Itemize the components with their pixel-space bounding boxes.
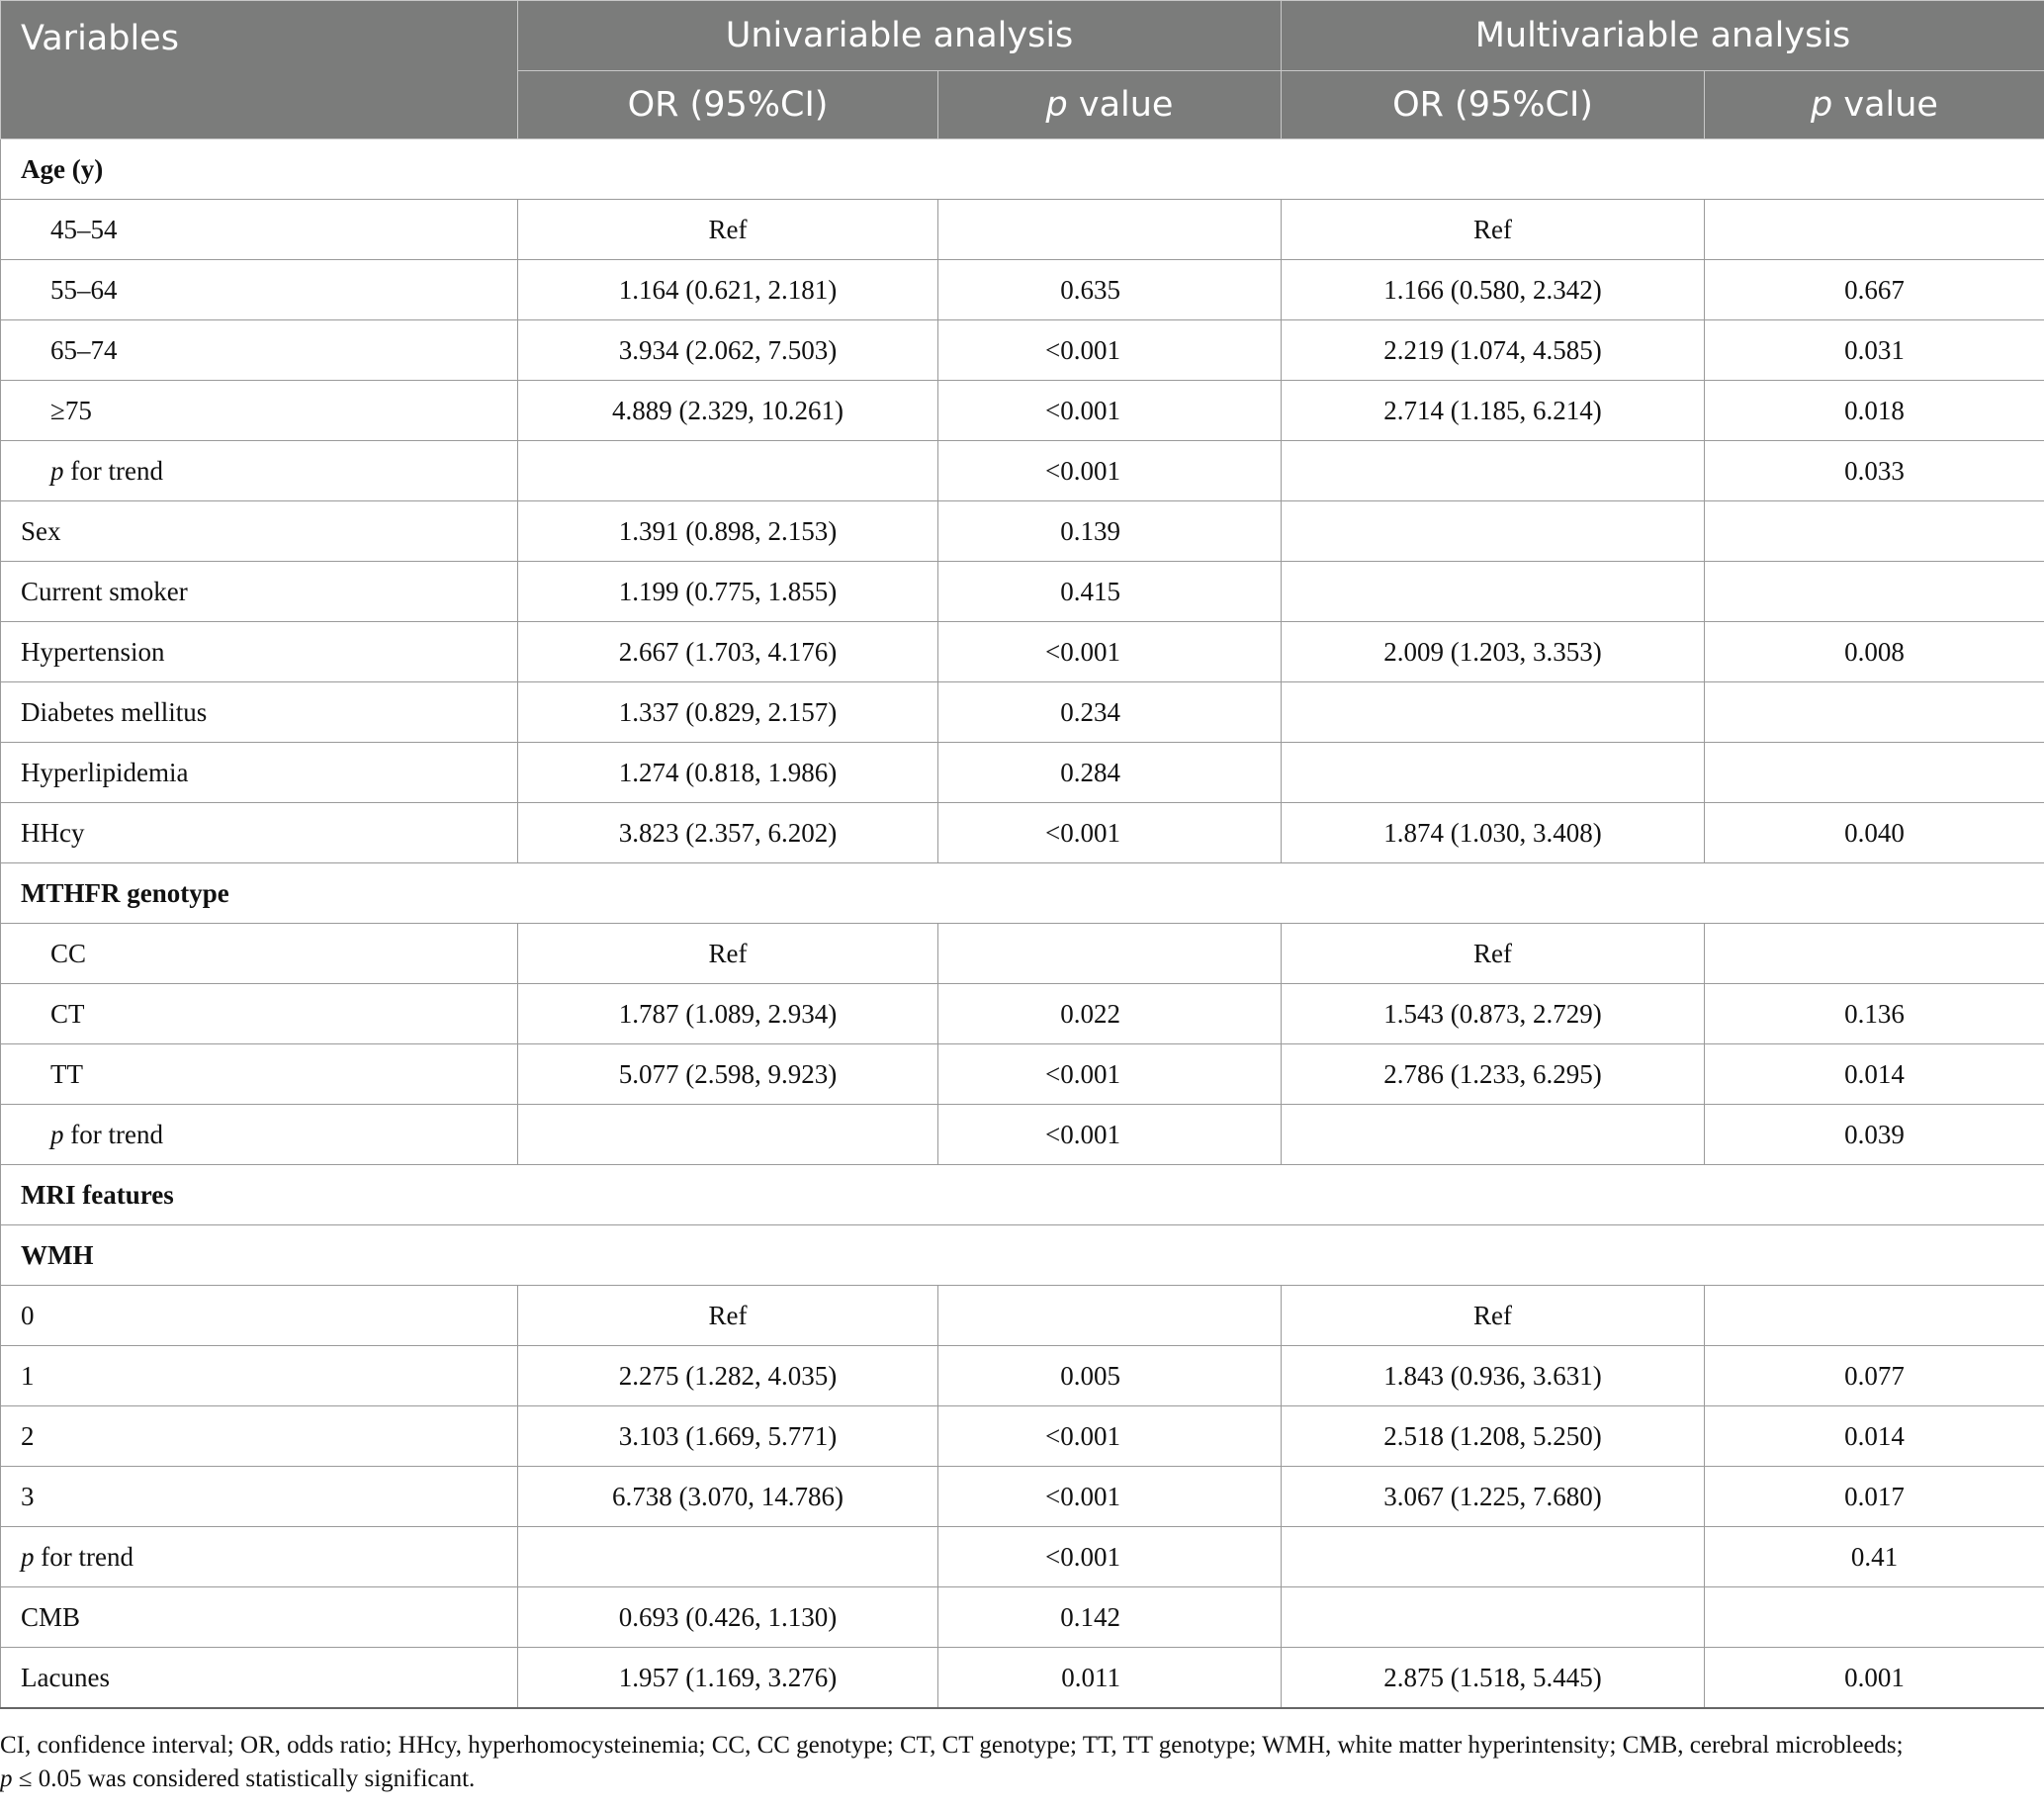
univariable-or-cell: 2.275 (1.282, 4.035) [518,1346,938,1406]
multivariable-or-cell: 2.219 (1.074, 4.585) [1282,320,1705,381]
row-variable-label: CC [1,924,518,984]
p-italic: p [50,455,64,486]
p-value-suffix: value [1832,85,1938,125]
univariable-pvalue-cell: 0.284 [938,743,1282,803]
univariable-or-cell: 3.934 (2.062, 7.503) [518,320,938,381]
p-italic: p [21,1541,35,1572]
multivariable-or-cell: 1.543 (0.873, 2.729) [1282,984,1705,1044]
univariable-or-cell: 1.391 (0.898, 2.153) [518,501,938,562]
multivariable-pvalue-cell: 0.001 [1705,1648,2044,1709]
multivariable-pvalue-cell [1705,924,2044,984]
multivariable-or-cell: 2.518 (1.208, 5.250) [1282,1406,1705,1467]
multivariable-pvalue-cell: 0.033 [1705,441,2044,501]
header-variables: Variables [1,1,518,139]
footnote-p-italic: p [0,1765,13,1792]
multivariable-pvalue-cell: 0.040 [1705,803,2044,863]
univariable-or-cell: 2.667 (1.703, 4.176) [518,622,938,682]
multivariable-pvalue-cell [1705,743,2044,803]
multivariable-or-cell: 3.067 (1.225, 7.680) [1282,1467,1705,1527]
table-row [1,1044,2044,1105]
univariable-or-cell: 1.199 (0.775, 1.855) [518,562,938,622]
univariable-pvalue-cell [938,200,1282,260]
table-row [1,381,2044,441]
table-footnote [0,1729,2037,1796]
table-row [1,622,2044,682]
multivariable-or-cell: 2.714 (1.185, 6.214) [1282,381,1705,441]
row-variable-label: 1 [1,1346,518,1406]
table-row [1,1587,2044,1648]
univariable-pvalue-cell [938,1286,1282,1346]
multivariable-or-cell [1282,501,1705,562]
row-variable-label: 55–64 [1,260,518,320]
row-variable-label: 0 [1,1286,518,1346]
univariable-or-cell: 1.164 (0.621, 2.181) [518,260,938,320]
multivariable-or-cell: Ref [1282,924,1705,984]
univariable-pvalue-cell: <0.001 [938,1467,1282,1527]
section-label: MRI features [1,1165,2044,1225]
multivariable-pvalue-cell [1705,1286,2044,1346]
multivariable-or-cell: 2.009 (1.203, 3.353) [1282,622,1705,682]
p-value-suffix: value [1067,85,1174,125]
multivariable-pvalue-cell [1705,682,2044,743]
univariable-or-cell: 1.274 (0.818, 1.986) [518,743,938,803]
multivariable-or-cell: Ref [1282,200,1705,260]
row-variable-label: Current smoker [1,562,518,622]
footnote-significance: ≤ 0.05 was considered statistically significant. [12,1765,476,1792]
univariable-pvalue-cell: <0.001 [938,381,1282,441]
multivariable-pvalue-cell: 0.017 [1705,1467,2044,1527]
univariable-pvalue-cell: <0.001 [938,441,1282,501]
univariable-pvalue-cell: 0.139 [938,501,1282,562]
univariable-pvalue-cell: <0.001 [938,622,1282,682]
p-italic: p [1811,85,1833,125]
univariable-pvalue-cell: 0.234 [938,682,1282,743]
header-row-groups [1,1,2044,71]
table-row [1,1286,2044,1346]
multivariable-or-cell: 1.874 (1.030, 3.408) [1282,803,1705,863]
univariable-pvalue-cell: <0.001 [938,1044,1282,1105]
univariable-or-cell: Ref [518,924,938,984]
p-italic: p [1045,85,1068,125]
section-row [1,1165,2044,1225]
table-row [1,320,2044,381]
table-row [1,803,2044,863]
multivariable-pvalue-cell: 0.008 [1705,622,2044,682]
row-variable-label: Hypertension [1,622,518,682]
table-row [1,743,2044,803]
table-row [1,562,2044,622]
univariable-pvalue-cell: <0.001 [938,320,1282,381]
multivariable-pvalue-cell [1705,1587,2044,1648]
trend-row [1,1105,2044,1165]
univariable-pvalue-cell: <0.001 [938,1105,1282,1165]
univariable-pvalue-cell: 0.005 [938,1346,1282,1406]
section-row [1,1225,2044,1286]
table-row [1,984,2044,1044]
row-variable-label: HHcy [1,803,518,863]
multivariable-or-cell: 1.166 (0.580, 2.342) [1282,260,1705,320]
table-row [1,924,2044,984]
multivariable-or-cell [1282,682,1705,743]
univariable-pvalue-cell: <0.001 [938,803,1282,863]
multivariable-or-cell [1282,1105,1705,1165]
univariable-or-cell [518,1105,938,1165]
trend-row [1,441,2044,501]
univariable-pvalue-cell: <0.001 [938,1406,1282,1467]
univariable-or-cell: 5.077 (2.598, 9.923) [518,1044,938,1105]
row-variable-label: Sex [1,501,518,562]
univariable-pvalue-cell: <0.001 [938,1527,1282,1587]
trend-row [1,1527,2044,1587]
multivariable-pvalue-cell [1705,501,2044,562]
table-row [1,1648,2044,1709]
multivariable-or-cell [1282,562,1705,622]
univariable-or-cell: 1.337 (0.829, 2.157) [518,682,938,743]
multivariable-pvalue-cell: 0.667 [1705,260,2044,320]
section-label: Age (y) [1,139,2044,200]
multivariable-or-cell [1282,1527,1705,1587]
multivariable-pvalue-cell: 0.039 [1705,1105,2044,1165]
table-row [1,1346,2044,1406]
univariable-pvalue-cell: 0.011 [938,1648,1282,1709]
table-row [1,1467,2044,1527]
multivariable-or-cell: 2.875 (1.518, 5.445) [1282,1648,1705,1709]
univariable-or-cell: 4.889 (2.329, 10.261) [518,381,938,441]
row-variable-label: TT [1,1044,518,1105]
row-variable-label: Lacunes [1,1648,518,1709]
univariable-or-cell: 6.738 (3.070, 14.786) [518,1467,938,1527]
header-uni-or: OR (95%CI) [518,71,938,139]
row-variable-label: Hyperlipidemia [1,743,518,803]
univariable-or-cell: Ref [518,200,938,260]
row-variable-label: CT [1,984,518,1044]
multivariable-or-cell [1282,441,1705,501]
multivariable-pvalue-cell: 0.018 [1705,381,2044,441]
row-variable-label: 2 [1,1406,518,1467]
univariable-or-cell: 1.957 (1.169, 3.276) [518,1648,938,1709]
header-uni-pvalue [938,71,1282,139]
multivariable-pvalue-cell: 0.031 [1705,320,2044,381]
multivariable-or-cell: 2.786 (1.233, 6.295) [1282,1044,1705,1105]
table-header [1,1,2044,139]
univariable-pvalue-cell: 0.635 [938,260,1282,320]
multivariable-pvalue-cell [1705,562,2044,622]
univariable-or-cell [518,441,938,501]
row-variable-label: Diabetes mellitus [1,682,518,743]
univariable-or-cell: 1.787 (1.089, 2.934) [518,984,938,1044]
multivariable-pvalue-cell [1705,200,2044,260]
univariable-pvalue-cell: 0.022 [938,984,1282,1044]
multivariable-pvalue-cell: 0.136 [1705,984,2044,1044]
univariable-or-cell: 3.103 (1.669, 5.771) [518,1406,938,1467]
p-italic: p [50,1119,64,1149]
section-row [1,863,2044,924]
row-variable-label: 65–74 [1,320,518,381]
section-row [1,139,2044,200]
multivariable-or-cell [1282,743,1705,803]
univariable-or-cell: 3.823 (2.357, 6.202) [518,803,938,863]
univariable-or-cell: 0.693 (0.426, 1.130) [518,1587,938,1648]
header-multivariable: Multivariable analysis [1282,1,2044,71]
multivariable-or-cell: Ref [1282,1286,1705,1346]
table-row [1,1406,2044,1467]
multivariable-pvalue-cell: 0.014 [1705,1044,2044,1105]
table-row [1,682,2044,743]
header-univariable: Univariable analysis [518,1,1282,71]
header-mul-pvalue [1705,71,2044,139]
row-variable-label: 45–54 [1,200,518,260]
table-body [1,139,2044,1709]
table-row [1,260,2044,320]
univariable-pvalue-cell: 0.142 [938,1587,1282,1648]
row-variable-label [1,1527,518,1587]
header-mul-or: OR (95%CI) [1282,71,1705,139]
table-row [1,200,2044,260]
trend-label: for trend [63,455,163,486]
footnote-line-2 [0,1763,2037,1796]
section-label: MTHFR genotype [1,863,2044,924]
row-variable-label: 3 [1,1467,518,1527]
table-row [1,501,2044,562]
row-variable-label [1,1105,518,1165]
trend-label: for trend [63,1119,163,1149]
row-variable-label [1,441,518,501]
univariable-pvalue-cell [938,924,1282,984]
row-variable-label: CMB [1,1587,518,1648]
multivariable-pvalue-cell: 0.014 [1705,1406,2044,1467]
univariable-or-cell [518,1527,938,1587]
univariable-or-cell: Ref [518,1286,938,1346]
multivariable-or-cell: 1.843 (0.936, 3.631) [1282,1346,1705,1406]
univariable-pvalue-cell: 0.415 [938,562,1282,622]
multivariable-pvalue-cell: 0.077 [1705,1346,2044,1406]
trend-label: for trend [34,1541,133,1572]
multivariable-or-cell [1282,1587,1705,1648]
row-variable-label: ≥75 [1,381,518,441]
multivariable-pvalue-cell: 0.41 [1705,1527,2044,1587]
section-label: WMH [1,1225,2044,1286]
footnote-line-1: CI, confidence interval; OR, odds ratio; HHcy, hyperhomocysteinemia; CC, CC genotype; CT, CT genotype; TT, TT genotype; WMH, white matter hyperintensity; CMB, cerebral microbleeds; [0,1732,1904,1759]
